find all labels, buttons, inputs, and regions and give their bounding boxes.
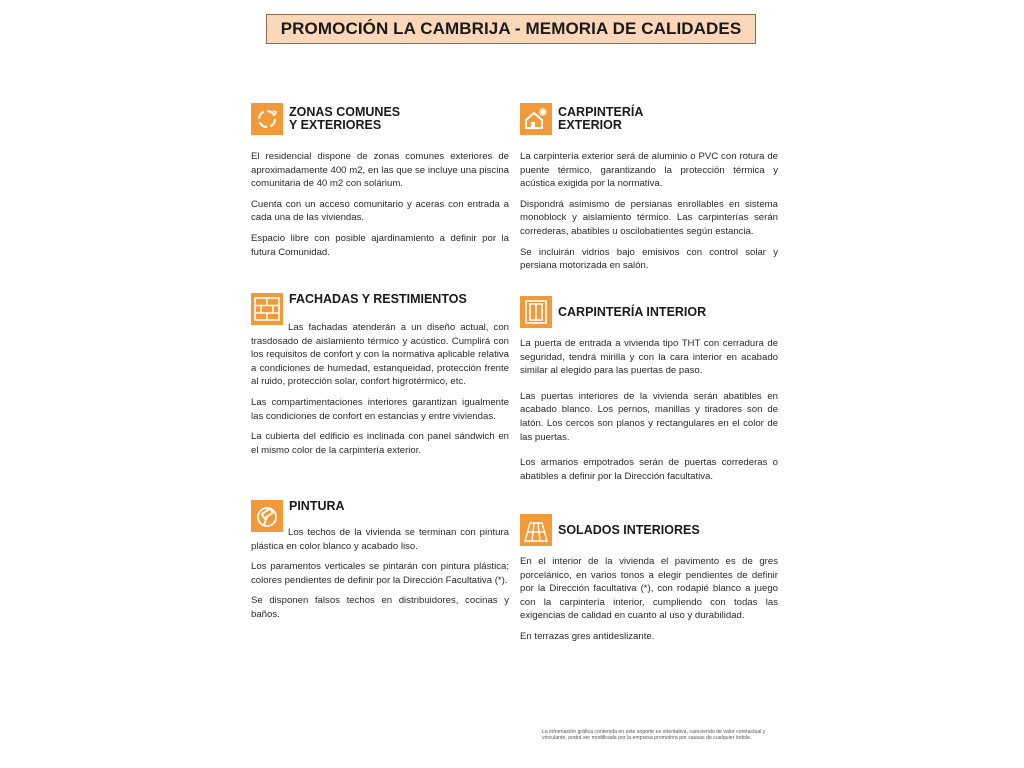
circular-arrows-icon [251, 103, 283, 135]
section-header [520, 295, 778, 329]
paragraph: La cubierta del edificio es inclinada con panel sándwich en el mismo color de la carpintería exterior. [251, 431, 509, 456]
door-icon [520, 296, 552, 328]
section-pintura [251, 500, 509, 629]
paragraph: En terrazas gres antideslizante. [520, 630, 655, 642]
paragraph: Los techos de la vivienda se terminan con pintura plástica en color blanco y acabado liso. [251, 527, 509, 552]
paragraph: Se disponen falsos techos en distribuidores, cocinas y baños. [251, 595, 509, 620]
paragraph: Espacio libre con posible ajardinamiento a definir por la futura Comunidad. [251, 232, 509, 258]
floor-tiles-icon [520, 514, 552, 546]
section-header [251, 500, 509, 514]
section-carpinteria-interior [520, 295, 778, 490]
section-header [251, 293, 509, 307]
house-snowflake-icon [520, 103, 552, 135]
section-title: FACHADAS Y RESTIMIENTOS [289, 292, 467, 306]
section-title: PINTURA [289, 499, 345, 513]
paint-roller-icon [251, 500, 283, 532]
paragraph: Se incluirán vidrios bajo emisivos con control solar y persiana motorizada en salón. [520, 246, 778, 272]
disclaimer-footnote: La información gráfica contenida en este soporte es orientativa, careciendo de valor contractual y vinculante, podrá ser modificada por la empresa promotora por causas de cualquier índole. [542, 729, 766, 742]
brick-wall-icon [251, 293, 283, 325]
section-zonas-comunes [251, 102, 509, 266]
section-header [520, 513, 778, 547]
paragraph: Los armarios empotrados serán de puertas correderas o abatibles a definir por la Dirección facultativa. [520, 457, 778, 482]
page-title: PROMOCIÓN LA CAMBRIJA - MEMORIA DE CALIDADES [266, 14, 756, 44]
section-fachadas [251, 293, 509, 464]
section-title: ZONAS COMUNES Y EXTERIORES [289, 105, 401, 132]
paragraph: Las compartimentaciones interiores garantizan igualmente las condiciones de confort en estancias y entre viviendas. [251, 396, 509, 422]
paragraph: El residencial dispone de zonas comunes exteriores de aproximadamente 400 m2, en las que se incluye una piscina comunitaria de 40 m2 con solárium. [251, 151, 509, 190]
paragraph: La puerta de entrada a vivienda tipo THT con cerradura de seguridad, tendrá mirilla y con la cara interior en acabado similar al elegido para las puertas de paso. [520, 338, 778, 377]
section-solados [520, 513, 778, 651]
paragraph: La carpintería exterior será de aluminio o PVC con rotura de puente térmico, garantizando la protección térmica y acústica exigida por la normativa. [520, 151, 778, 190]
paragraph: Dispondrá asimismo de persianas enrollables en sistema monoblock y aislamiento térmico. Las carpinterías serán correderas, abatibles u oscilobatientes según estancia. [520, 198, 778, 237]
paragraph: En el interior de la vivienda el pavimento es de gres porcelánico, en varios tonos a elegir pendientes de definir por la Dirección facultativa (*), con rodapié blanco a juego con la carpintería interior, cumpliendo con todas las exigencias de calidad en cuanto al uso y durabilidad. [520, 556, 778, 622]
section-title: SOLADOS INTERIORES [558, 522, 700, 537]
paragraph: Las puertas interiores de la vivienda serán abatibles en acabado blanco. Los pernos, manillas y tiradores son de latón. Los cercos son planos y rectangulares en el color de las puertas. [520, 390, 778, 443]
paragraph: Cuenta con un acceso comunitario y aceras con entrada a cada una de las viviendas. [251, 198, 509, 224]
section-carpinteria-exterior [520, 102, 778, 280]
section-title: CARPINTERÍA EXTERIOR [558, 105, 644, 132]
paragraph: Las fachadas atenderán a un diseño actual, con trasdosado de aislamiento térmico y acústico. Cumplirá con los requisitos de confort y con la normativa aplicable relativa a condiciones de humedad, estanqueidad, protección frente al ruido, protección solar, confort higrotérmico, etc. [251, 322, 509, 388]
paragraph: Los paramentos verticales se pintarán con pintura plástica; colores pendientes de definir por la Dirección Facultativa (*). [251, 561, 509, 586]
section-header [251, 102, 509, 136]
section-title: CARPINTERÍA INTERIOR [558, 304, 707, 319]
section-header [520, 102, 778, 136]
